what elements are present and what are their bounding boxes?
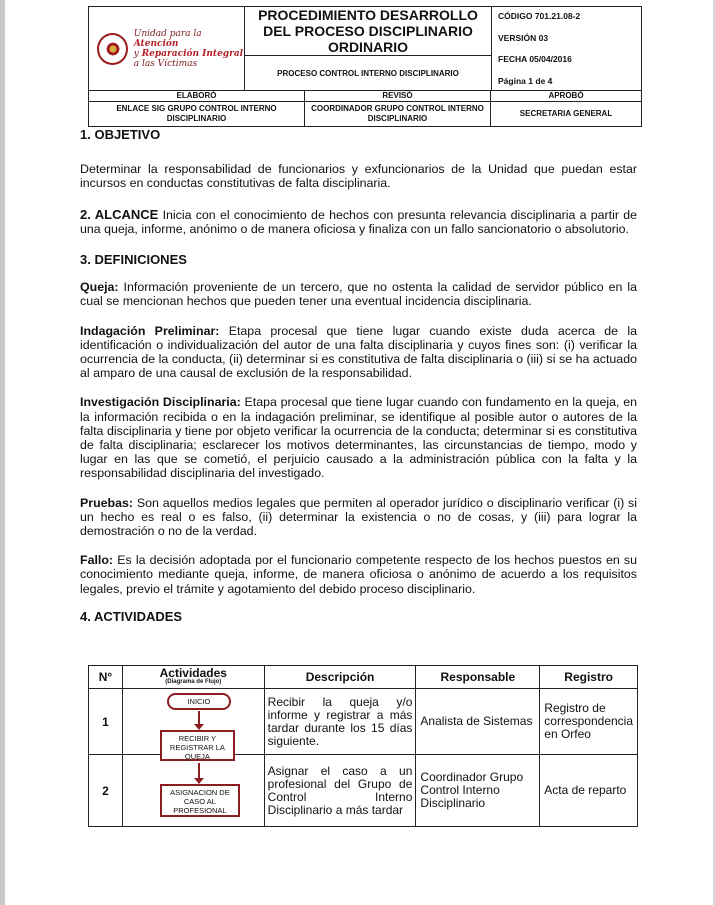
document-body (80, 128, 637, 624)
flow-arrow (198, 711, 200, 725)
flow-step-receive: RECIBIR Y REGISTRAR LA QUEJA (160, 730, 235, 761)
activities-table (88, 665, 638, 827)
objetivo-text: Determinar la responsabilidad de funcionarios y exfuncionarios de la Unidad que puedan estar incursos en conductas constitutivas de falta disciplinaria. (80, 162, 637, 191)
definition-investigacion: Investigación Disciplinaria: Etapa procesal que tiene lugar cuando con fundamento en la queja, en la información recibida o en la indagación preliminar, se identifique al posible autor o autores de la falta disciplinaria y tiene por objeto verificar la ocurrencia de la conducta; determinar si es constitutiva de falta disciplinaria; esclarecer los motivos determinantes, las circunstancias de tiempo, modo y lugar en las que se cometió, el perjuicio causado a la administración pública con la falta y la responsabilidad disciplinaria del investigado. (80, 395, 637, 481)
col-activities-header: Actividades (Diagrama de Flujo) (122, 666, 264, 689)
document-code: CÓDIGO 701.21.08-2 (498, 11, 581, 21)
elaboro-value: ENLACE SIG GRUPO CONTROL INTERNO DISCIPLINARIO (116, 104, 277, 123)
col-num-header: N° (89, 666, 123, 689)
alcance-paragraph (80, 208, 637, 236)
document-date: FECHA 05/04/2016 (498, 54, 572, 65)
reviso-label: REVISÓ (305, 91, 490, 102)
definition-indagacion: Indagación Preliminar: Etapa procesal que tiene lugar cuando existe duda acerca de la identificación o individualización del autor de una falta disciplinaria y cuyos fines son: (i) verificar la ocurrencia de la conducta, (ii) determinar si es constitutiva de falta disciplinaria o (iii) si se ha actuado al amparo de una causal de exclusión de la responsabilidad. (80, 323, 637, 381)
document-header (88, 6, 642, 127)
table-row (89, 755, 638, 827)
row-description: Asignar el caso a un profesional del Grupo de Control Interno Disciplinario a más tardar (264, 755, 416, 827)
col-responsible-header: Responsable (416, 666, 540, 689)
section-definiciones-title: 3. DEFINICIONES (80, 252, 187, 268)
elaboro-label: ELABORÓ (89, 91, 304, 102)
row-responsible: Coordinador Grupo Control Interno Disciplinario (416, 755, 540, 827)
logo-text: Unidad para la Atención y Reparación Integral a las Víctimas (133, 28, 244, 69)
document-version: VERSIÓN 03 (498, 32, 549, 43)
flowchart-cell (122, 755, 264, 827)
flow-step-assign: ASIGNACION DE CASO AL PROFESIONAL (160, 784, 240, 817)
institution-logo (89, 7, 245, 90)
section-alcance-title: 2. ALCANCE (80, 206, 159, 222)
alcance-text: Inicia con el conocimiento de hechos con presunta relevancia disciplinaria a partir de una queja, informe, anónimo o de manera oficiosa y finaliza con un fallo sancionatorio o absolutorio. (80, 207, 638, 236)
row-number: 1 (89, 689, 123, 755)
flow-start-node: INICIO (167, 693, 231, 710)
aprobo-value: SECRETARIA GENERAL (519, 109, 613, 118)
process-name: PROCESO CONTROL INTERNO DISCIPLINARIO (277, 68, 459, 78)
document-title: PROCEDIMIENTO DESARROLLO DEL PROCESO DISCIPLINARIO ORDINARIO (245, 7, 491, 56)
row-record: Registro de correspondencia en Orfeo (540, 689, 638, 755)
page-number: Página 1 de 4 (498, 75, 553, 86)
row-description: Recibir la queja y/o informe y registrar a más tardar durante los 15 días siguiente. (264, 689, 416, 755)
flowchart-cell (122, 689, 264, 761)
row-record: Acta de reparto (540, 755, 638, 827)
row-responsible: Analista de Sistemas (416, 689, 540, 755)
definition-queja: Queja: Información proveniente de un tercero, que no ostenta la calidad de servidor público en la cual se mencionan hechos que pueden tener una eventual incidencia disciplinaria. (80, 280, 637, 309)
row-number: 2 (89, 755, 123, 827)
approval-row (89, 91, 641, 126)
flow-arrow (198, 763, 200, 779)
aprobo-label: APROBÓ (491, 91, 641, 102)
table-row (89, 689, 638, 755)
section-actividades-title: 4. ACTIVIDADES (80, 608, 183, 624)
reviso-value: COORDINADOR GRUPO CONTROL INTERNO DISCIPLINARIO (311, 104, 484, 123)
page-left-shadow (0, 0, 5, 905)
definition-fallo: Fallo: Es la decisión adoptada por el funcionario competente respecto de los hechos puestos en su conocimiento mediante queja, informe, de manera oficiosa o anónimo de acuerdo a los requisitos legales, previo el trámite y agotamiento del debido proceso disciplinario. (80, 553, 637, 596)
definition-pruebas: Pruebas: Son aquellos medios legales que permiten al operador jurídico o disciplinario verificar (i) si un hecho es real o es falso, (ii) determinar la existencia o no de cosas, y (iii) para lograr la demostración o no de la verdad. (80, 495, 637, 539)
table-header-row (89, 666, 638, 689)
section-objetivo-title: 1. OBJETIVO (80, 127, 161, 142)
coat-of-arms-icon (97, 33, 128, 65)
col-record-header: Registro (540, 666, 638, 689)
col-description-header: Descripción (264, 666, 416, 689)
